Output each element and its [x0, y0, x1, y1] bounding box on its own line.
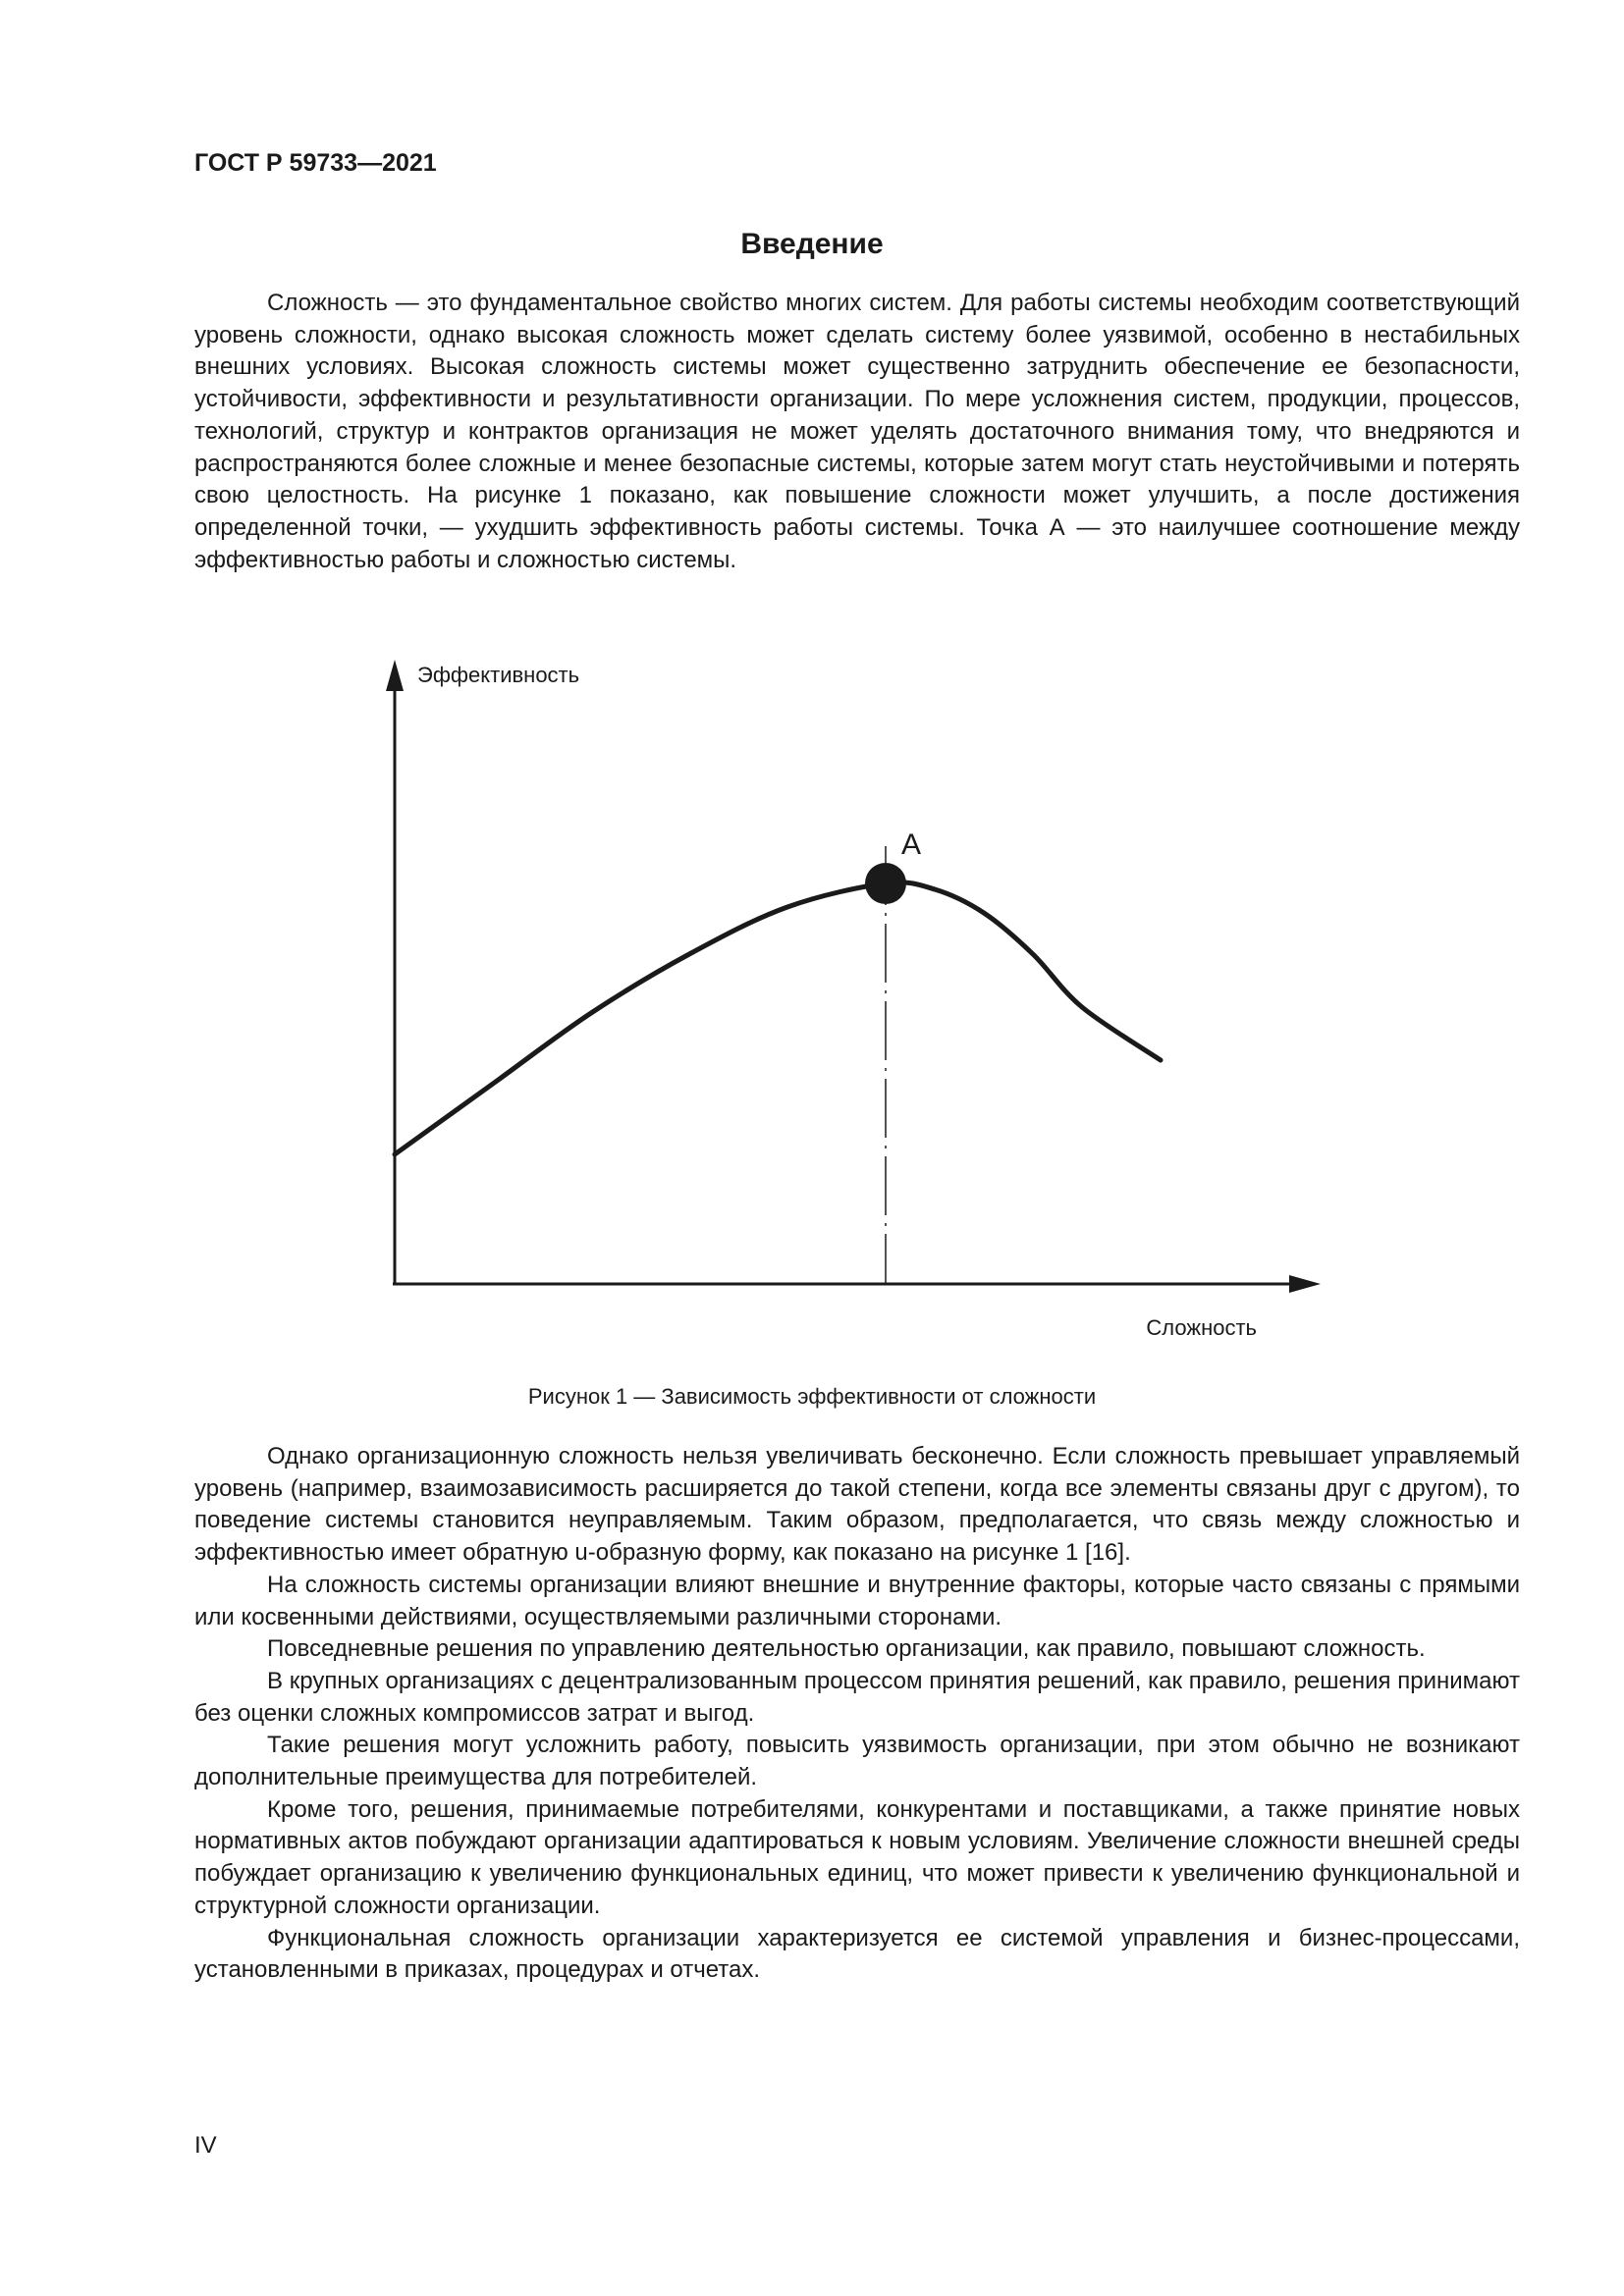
- body-paragraph: Функциональная сложность организации характеризуется ее системой управления и бизнес-процессами, установленными в приказах, процедурах и отчетах.: [194, 1924, 1520, 1984]
- body-paragraph: Кроме того, решения, принимаемые потребителями, конкурентами и поставщиками, а также принятие новых нормативных актов побуждают организации адаптироваться к новым условиям. Увеличение сложности внешней среды побуждает организацию к увеличению функциональных единиц, что может привести к увеличению функциональной и структурной сложности организации.: [194, 1795, 1520, 1919]
- body-text: [194, 1441, 1520, 1987]
- figure-1-chart: [373, 648, 1335, 1355]
- y-axis-label: Эффективность: [417, 663, 580, 687]
- body-paragraph: Повседневные решения по управлению деятельностью организации, как правило, повышают сложность.: [267, 1635, 1426, 1663]
- point-a-marker: [865, 863, 906, 904]
- body-paragraph: Однако организационную сложность нельзя увеличивать бесконечно. Если сложность превышает управляемый уровень (например, взаимозависимость расширяется до такой степени, когда все элементы связаны друг с другом), то поведение системы становится неуправляемым. Таким образом, предполагается, что связь между сложностью и эффективностью имеет обратную u-образную форму, как показано на рисунке 1 [16].: [194, 1443, 1520, 1567]
- body-paragraph: В крупных организациях с децентрализованным процессом принятия решений, как правило, решения принимают без оценки сложных компромиссов затрат и выгод.: [194, 1667, 1520, 1727]
- page-number: IV: [194, 2132, 217, 2159]
- section-title: Введение: [740, 228, 884, 260]
- body-paragraph: Такие решения могут усложнить работу, повысить уязвимость организации, при этом обычно не возникают дополнительные преимущества для потребителей.: [194, 1732, 1520, 1791]
- document-header: ГОСТ Р 59733—2021: [194, 149, 437, 177]
- y-axis-arrow: [386, 660, 404, 691]
- figure-caption: Рисунок 1 — Зависимость эффективности от сложности: [527, 1384, 1097, 1409]
- x-axis-label: Сложность: [1146, 1315, 1257, 1340]
- point-a-label: А: [901, 828, 922, 861]
- body-paragraph: На сложность системы организации влияют внешние и внутренние факторы, которые часто связаны с прямыми или косвенными действиями, осуществляемыми различными сторонами.: [194, 1571, 1520, 1630]
- x-axis-arrow: [1289, 1275, 1321, 1293]
- intro-paragraph: Сложность — это фундаментальное свойство многих систем. Для работы системы необходим соответствующий уровень сложности, однако высокая сложность может сделать систему более уязвимой, особенно в нестабильных внешних условиях. Высокая сложность системы может существенно затруднить обеспечение ее безопасности, устойчивости, эффективности и результативности организации. По мере усложнения систем, продукции, процессов, технологий, структур и контрактов организация не может уделять достаточного внимания тому, что внедряются и распространяются более сложные и менее безопасные системы, которые затем могут стать неустойчивыми и потерять свою целостность. На рисунке 1 показано, как повышение сложности может улучшить, а после достижения определенной точки, — ухудшить эффективность работы системы. Точка А — это наилучшее соотношение между эффективностью работы и сложностью системы.: [194, 290, 1520, 573]
- intro-text: [194, 288, 1520, 576]
- efficiency-curve: [395, 882, 1161, 1154]
